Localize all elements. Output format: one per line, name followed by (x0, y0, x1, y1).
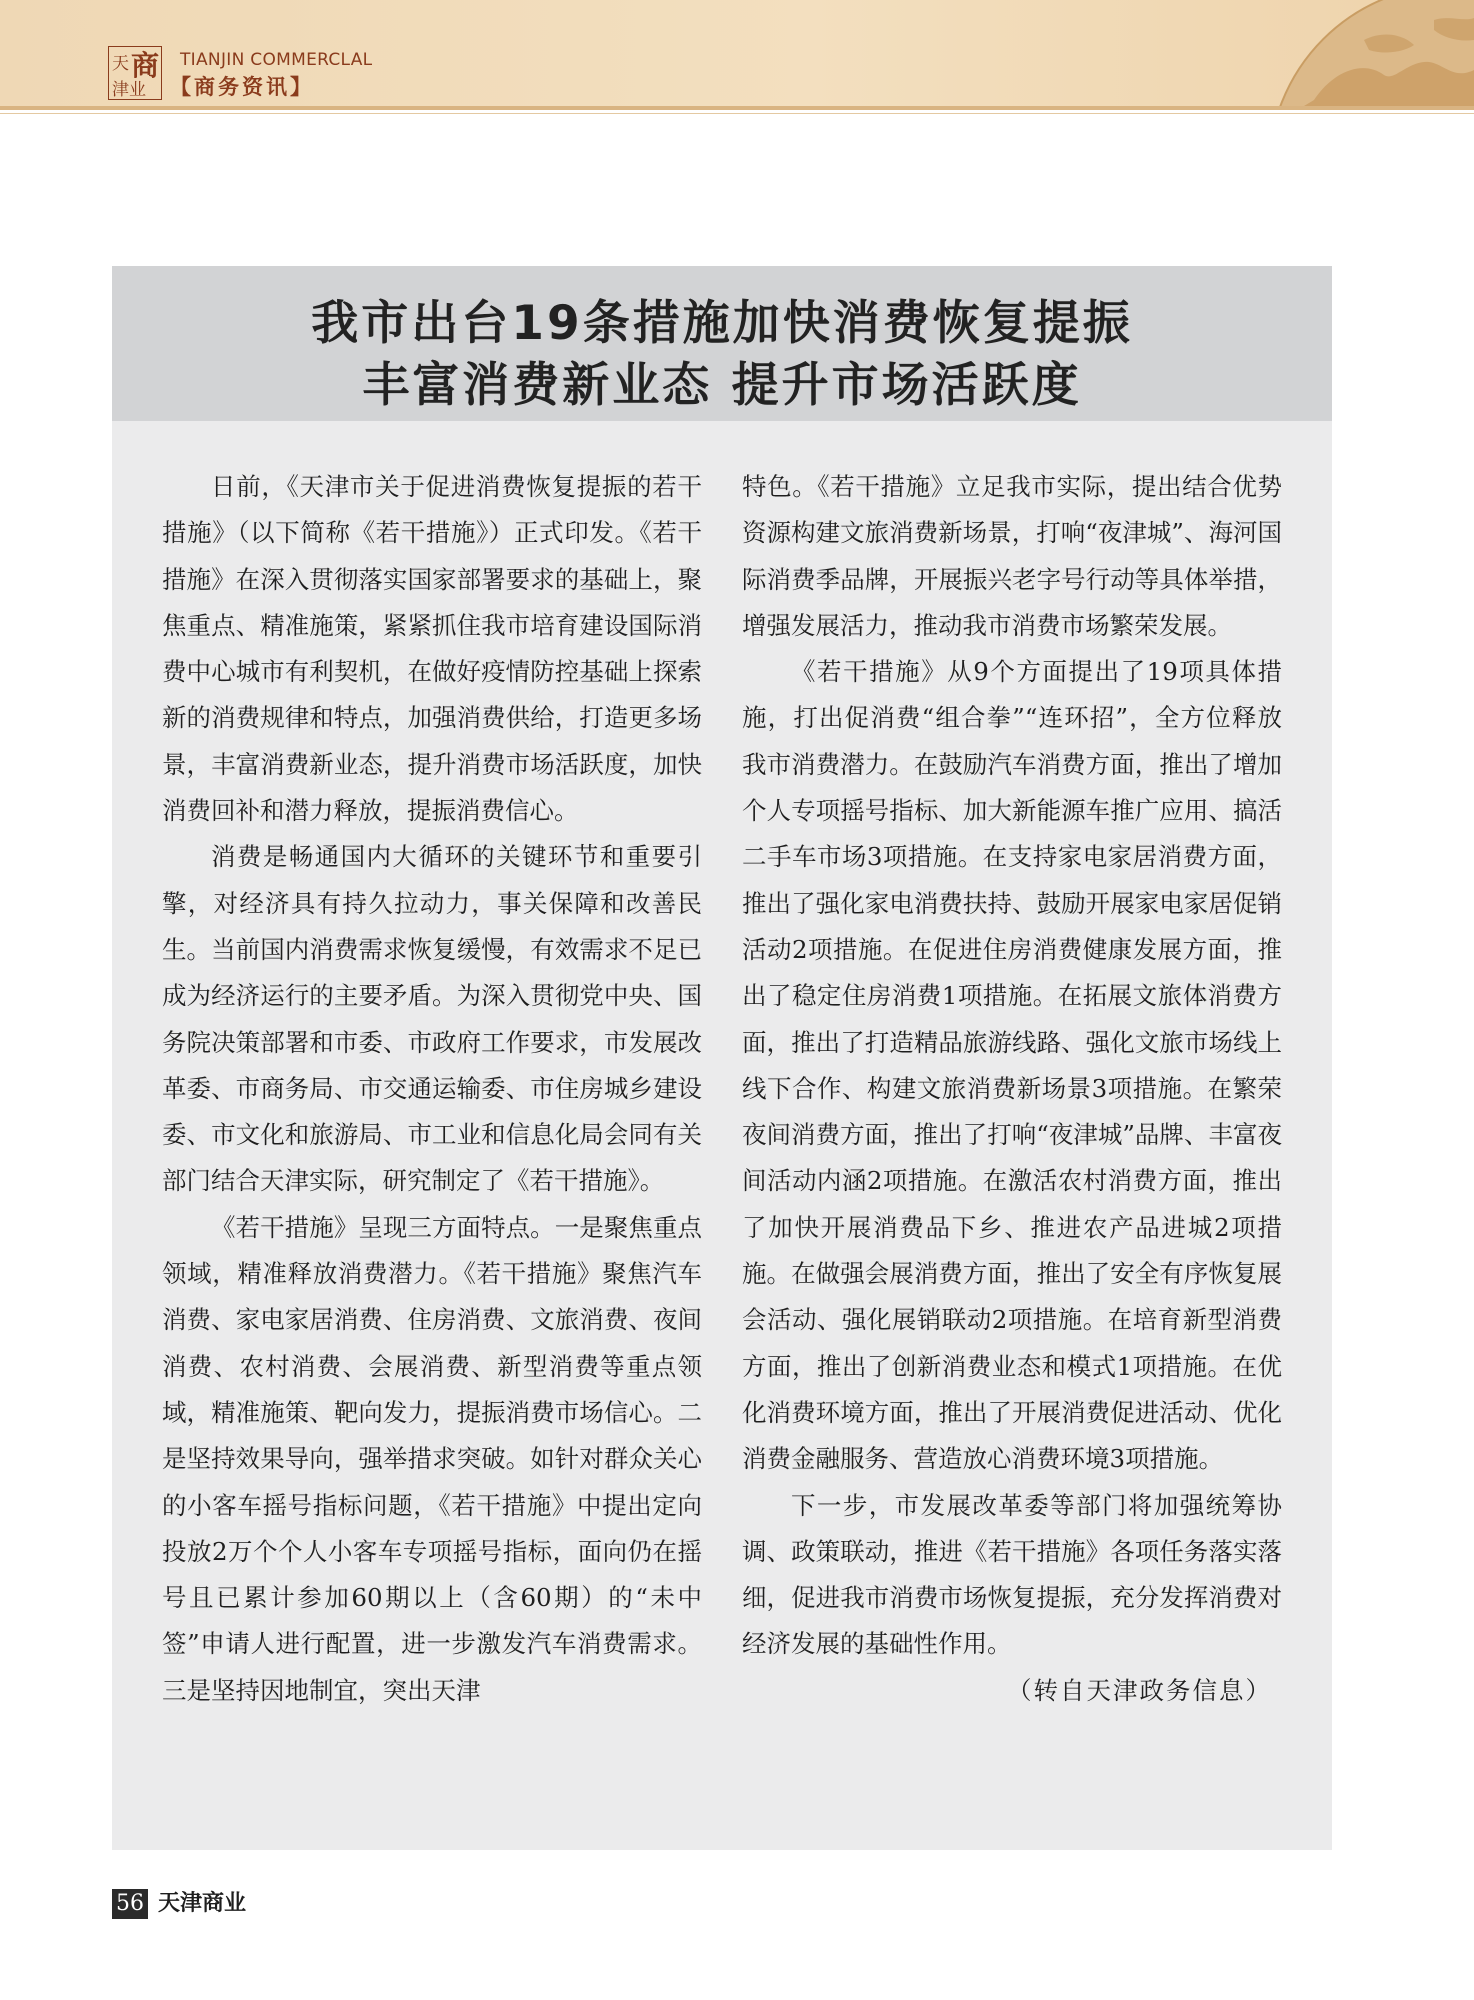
paragraph: 消费是畅通国内大循环的关键环节和重要引擎，对经济具有持久拉动力，事关保障和改善民生。当前国内消费需求恢复缓慢，有效需求不足已成为经济运行的主要矛盾。为深入贯彻党中央、国务院决策部署和市委、市政府工作要求，市发展改革委、市商务局、市交通运输委、市住房城乡建设委、市文化和旅游局、市工业和信息化局会同有关部门结合天津实际，研究制定了《若干措施》。 (162, 842, 702, 1196)
logo-char-shang: 商 (131, 49, 160, 82)
page-number: 56 (112, 1889, 148, 1919)
right-column (742, 464, 1282, 1714)
logo-char-tian: 天 (112, 54, 129, 74)
paragraph: 《若干措施》从9个方面提出了19项具体措施，打出促消费“组合拳”“连环招”，全方位释放我市消费潜力。在鼓励汽车消费方面，推出了增加个人专项摇号指标、加大新能源车推广应用、搞活二手车市场3项措施。在支持家电家居消费方面，推出了强化家电消费扶持、鼓励开展家电家居促销活动2项措施。在促进住房消费健康发展方面，推出了稳定住房消费1项措施。在拓展文旅体消费方面，推出了打造精品旅游线路、强化文旅市场线上线下合作、构建文旅消费新场景3项措施。在繁荣夜间消费方面，推出了打响“夜津城”品牌、丰富夜间活动内涵2项措施。在激活农村消费方面，推出了加快开展消费品下乡、推进农产品进城2项措施。在做强会展消费方面，推出了安全有序恢复展会活动、强化展销联动2项措施。在培育新型消费方面，推出了创新消费业态和模式1项措施。在优化消费环境方面，推出了开展消费促进活动、优化消费金融服务、营造放心消费环境3项措施。 (742, 657, 1282, 1474)
magazine-logo (108, 46, 162, 100)
left-column (162, 464, 702, 1714)
brand-english-name: TIANJIN COMMERCLAL (180, 50, 373, 70)
header-divider (0, 106, 1474, 110)
paragraph: 《若干措施》呈现三方面特点。一是聚焦重点领域，精准释放消费潜力。《若干措施》聚焦汽车消费、家电家居消费、住房消费、文旅消费、夜间消费、农村消费、会展消费、新型消费等重点领域，精准施策、靶向发力，提振消费市场信心。二是坚持效果导向，强举措求突破。如针对群众关心的小客车摇号指标问题，《若干措施》中提出定向投放2万个个人小客车专项摇号指标，面向仍在摇号且已累计参加60期以上（含60期）的“未中签”申请人进行配置，进一步激发汽车消费需求。三是坚持因地制宜，突出天津 (162, 1212, 702, 1705)
section-label: 【商务资讯】 (170, 75, 314, 99)
source-attribution: （转自天津政务信息） (1007, 1675, 1272, 1705)
magazine-name: 天津商业 (158, 1891, 247, 1916)
logo-char-jinye: 津业 (112, 80, 146, 100)
article-panel (112, 266, 1332, 1850)
article-title-line1: 我市出台19条措施加快消费恢复提振 (311, 296, 1133, 351)
title-box (112, 266, 1332, 421)
article-title-line2: 丰富消费新业态 提升市场活跃度 (362, 358, 1082, 413)
header-divider-thin (0, 113, 1474, 114)
paragraph-continuation: 特色。《若干措施》立足我市实际，提出结合优势资源构建文旅消费新场景，打响“夜津城”、海河国际消费季品牌，开展振兴老字号行动等具体举措，增强发展活力，推动我市消费市场繁荣发展。 (742, 472, 1282, 640)
paragraph: 下一步，市发展改革委等部门将加强统筹协调、政策联动，推进《若干措施》各项任务落实落细，促进我市消费市场恢复提振，充分发挥消费对经济发展的基础性作用。 (742, 1490, 1282, 1659)
paragraph: 日前，《天津市关于促进消费恢复提振的若干措施》（以下简称《若干措施》）正式印发。《若干措施》在深入贯彻落实国家部署要求的基础上，聚焦重点、精准施策，紧紧抓住我市培育建设国际消费中心城市有利契机，在做好疫情防控基础上探索新的消费规律和特点，加强消费供给，打造更多场景，丰富消费新业态，提升消费市场活跃度，加快消费回补和潜力释放，提振消费信心。 (162, 472, 702, 826)
globe-icon (1244, 0, 1474, 106)
